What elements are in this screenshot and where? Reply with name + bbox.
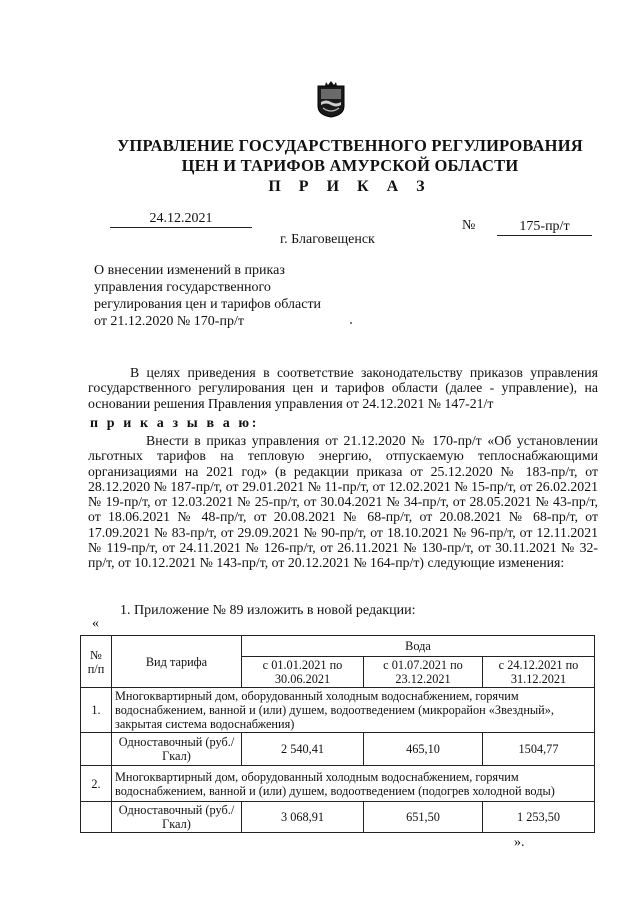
header-period: с 01.07.2021 по 23.12.2021 bbox=[364, 657, 483, 688]
order-date: 24.12.2021 bbox=[110, 211, 252, 228]
table-row bbox=[81, 766, 595, 802]
subject-line: от 21.12.2020 № 170-пр/т bbox=[94, 314, 244, 329]
subject-line: регулирования цен и тарифов области bbox=[94, 297, 322, 312]
subject-line: управления государственного bbox=[94, 280, 271, 295]
header-tariff-type: Вид тарифа bbox=[112, 636, 242, 688]
preamble-paragraph: В целях приведения в соответствие законодательству приказов управления государственного регулирования цен и тарифов области (далее - управление), на основании решения Правления управления от 24.12.2021 № 147-21/т bbox=[88, 365, 598, 411]
row-value: 1 253,50 bbox=[483, 802, 595, 833]
header-water-group: Вода bbox=[242, 636, 595, 657]
number-sign: № bbox=[462, 218, 476, 233]
table-row bbox=[81, 733, 595, 766]
agency-name-line-1: УПРАВЛЕНИЕ ГОСУДАРСТВЕННОГО РЕГУЛИРОВАНИЯ bbox=[117, 136, 583, 155]
header-period: с 24.12.2021 по 31.12.2021 bbox=[483, 657, 595, 688]
amur-region-coat-of-arms-icon bbox=[316, 80, 346, 118]
table-row bbox=[81, 688, 595, 733]
header-period: с 01.01.2021 по 30.06.2021 bbox=[242, 657, 364, 688]
order-subject bbox=[94, 262, 364, 330]
row-description: Многоквартирный дом, оборудованный холодным водоснабжением, горячим водоснабжением, ванной и (или) душем, водоотведением (микрорайон «Звездный», закрытая система водоснабжения) bbox=[112, 688, 595, 733]
row-value: 3 068,91 bbox=[242, 802, 364, 833]
header-num: № п/п bbox=[81, 636, 112, 688]
row-value: 1504,77 bbox=[483, 733, 595, 766]
quote-open: « bbox=[92, 616, 99, 631]
city-name: г. Благовещенск bbox=[280, 232, 375, 247]
scan-speck bbox=[350, 322, 352, 324]
subject-line: О внесении изменений в приказ bbox=[94, 263, 285, 278]
row-value: 651,50 bbox=[364, 802, 483, 833]
row-description: Многоквартирный дом, оборудованный холодным водоснабжением, горячим водоснабжением, ванной и (или) душем, водоотведением (подогрев холодной воды) bbox=[112, 766, 595, 802]
tariff-table bbox=[80, 635, 595, 833]
item-1: 1. Приложение № 89 изложить в новой редакции: bbox=[120, 603, 416, 618]
document-type-title: П Р И К А З bbox=[268, 178, 432, 195]
row-num: 1. bbox=[81, 688, 112, 733]
change-paragraph: Внести в приказ управления от 21.12.2020 № 170-пр/т «Об установлении льготных тарифов на тепловую энергию, отпускаемую теплоснабжающими организациями на 2021 год» (в редакции приказа от 25.12.2020 № 183-пр/т, от 28.12.2020 № 187-пр/т, от 29.01.2021 № 11-пр/т, от 12.02.2021 № 15-пр/т, от 26.02.2021 № 19-пр/т, от 12.03.2021 № 25-пр/т, от 30.04.2021 № 34-пр/т, от 28.05.2021 № 43-пр/т, от 18.06.2021 № 48-пр/т, от 20.08.2021 № 68-пр/т, от 20.08.2021 № 68-пр/т, от 17.09.2021 № 83-пр/т, от 29.09.2021 № 90-пр/т, от 18.10.2021 № 96-пр/т, от 12.11.2021 № 119-пр/т, от 24.11.2021 № 126-пр/т, от 26.11.2021 № 130-пр/т, от 30.11.2021 № 32-пр/т, от 10.12.2021 № 143-пр/т, от 20.12.2021 № 164-пр/т) следующие изменения: bbox=[88, 433, 598, 571]
order-word: п р и к а з ы в а ю: bbox=[90, 416, 259, 431]
row-value: 2 540,41 bbox=[242, 733, 364, 766]
row-tariff: Одноставочный (руб./Гкал) bbox=[112, 733, 242, 766]
quote-close: ». bbox=[514, 835, 525, 850]
table-row bbox=[81, 802, 595, 833]
row-tariff: Одноставочный (руб./Гкал) bbox=[112, 802, 242, 833]
order-number: 175-пр/т bbox=[497, 219, 592, 236]
row-value: 465,10 bbox=[364, 733, 483, 766]
row-num: 2. bbox=[81, 766, 112, 802]
agency-name-line-2: ЦЕН И ТАРИФОВ АМУРСКОЙ ОБЛАСТИ bbox=[181, 156, 519, 175]
